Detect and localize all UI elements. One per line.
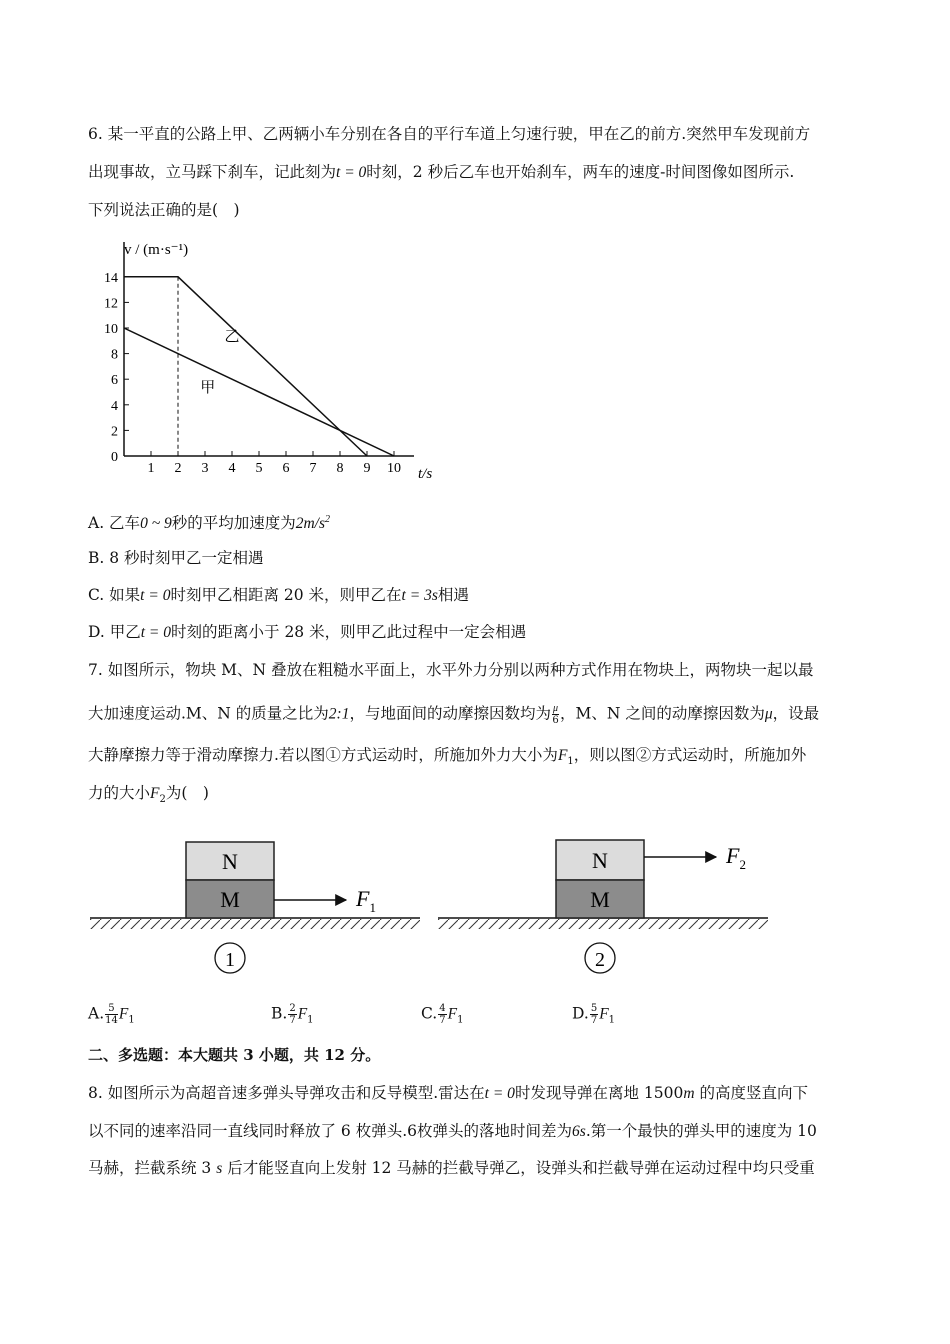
- mu-over-6-fraction: $\frac{\mu}{6}$: [552, 703, 559, 726]
- q8-line3: 马赫，拦截系统 3 s 后才能竖直向上发射 12 马赫的拦截导弹乙，设弹头和拦截导弹在运动过程中均只受重: [88, 1159, 815, 1177]
- q7-line3: 大静摩擦力等于滑动摩擦力.若以图①方式运动时，所施加外力大小为$F_1$，则以图②方式运动时，所施加外: [88, 746, 807, 768]
- q6-option-c[interactable]: C. 如果t = 0时刻甲乙相距离 20 米，则甲乙在t = 3s相遇: [88, 586, 469, 604]
- q6-option-b[interactable]: B. 8 秒时刻甲乙一定相遇: [88, 549, 264, 567]
- chart-ylabel: v / (m·s⁻¹): [124, 242, 189, 258]
- q6-line1: 6. 某一平直的公路上甲、乙两辆小车分别在各自的平行车道上匀速行驶，甲在乙的前方.突然甲车发现前方: [88, 125, 811, 143]
- q7-option-c[interactable]: C. $\frac{4}{7}$ $F_1$: [421, 1003, 464, 1026]
- series-label-2: 甲: [200, 380, 216, 396]
- q6-line3: 下列说法正确的是( ): [88, 201, 240, 219]
- x-tick-label: 10: [387, 461, 401, 476]
- q8-line1: 8. 如图所示为高超音速多弹头导弹攻击和反导模型.雷达在t = 0时发现导弹在离地 1500m 的高度竖直向下: [88, 1084, 808, 1102]
- x-tick-label: 2: [174, 461, 182, 476]
- x-tick-label: 5: [255, 461, 263, 476]
- q7-line1: 7. 如图所示，物块 M、N 叠放在粗糙水平面上，水平外力分别以两种方式作用在物块上，两物块一起以最: [88, 661, 814, 679]
- q6-option-d[interactable]: D. 甲乙t = 0时刻的距离小于 28 米，则甲乙此过程中一定会相遇: [88, 623, 527, 641]
- q6-line2: 出现事故，立马踩下刹车，记此刻为t = 0时刻，2 秒后乙车也开始刹车，两车的速度-时间图像如图所示.: [88, 163, 795, 181]
- y-tick-label: 6: [111, 373, 118, 389]
- q7-option-b[interactable]: B. $\frac{2}{7}$ $F_1$: [271, 1003, 314, 1026]
- y-tick-label: 0: [111, 450, 118, 465]
- block-diagram-2: [438, 830, 768, 980]
- x-tick-label: 6: [282, 461, 290, 476]
- x-tick-label: 4: [228, 461, 236, 476]
- y-tick-label: 2: [111, 424, 118, 440]
- chart-xlabel: t/s: [418, 466, 433, 482]
- svg-text:1: 1: [225, 949, 235, 971]
- y-tick-label: 4: [111, 398, 118, 414]
- force-label-f2: $F_2$: [726, 843, 746, 872]
- block-diagram-1: [90, 830, 420, 980]
- x-tick-label: 8: [336, 461, 344, 476]
- y-tick-label: 12: [104, 296, 118, 312]
- x-tick-label: 3: [201, 461, 209, 476]
- vt-chart: [88, 232, 448, 492]
- x-tick-label: 7: [309, 461, 317, 476]
- block-n-label: N: [222, 849, 238, 874]
- section-heading: 二、多选题：本大题共 3 小题，共 12 分。: [88, 1046, 381, 1064]
- force-label-f1: $F_1$: [356, 886, 376, 915]
- block-n-label: N: [592, 848, 608, 873]
- block-m-label: M: [590, 887, 610, 912]
- q6-option-a[interactable]: A. 乙车0 ~ 9秒的平均加速度为$2m/s^2$: [88, 514, 331, 533]
- y-tick-label: 14: [104, 270, 118, 286]
- y-tick-label: 10: [104, 322, 118, 337]
- q7-option-a[interactable]: A. $\frac{5}{14}$ $F_1$: [88, 1003, 135, 1026]
- block-m-label: M: [220, 887, 240, 912]
- y-tick-label: 8: [111, 347, 118, 363]
- x-tick-label: 9: [363, 461, 371, 476]
- series-label-1: 乙: [224, 328, 240, 345]
- q7-line4: 力的大小$F_2$为( ): [88, 784, 209, 806]
- q7-option-d[interactable]: D. $\frac{5}{7}$ $F_1$: [572, 1003, 616, 1026]
- svg-text:2: 2: [595, 949, 605, 971]
- x-tick-label: 1: [147, 461, 155, 476]
- q7-line2: 大加速度运动.M、N 的质量之比为2:1，与地面间的动摩擦因数均为 $\frac{\mu}{6}$ ，M、N 之间的动摩擦因数为μ，设最: [88, 703, 820, 726]
- q8-line2: 以不同的速率沿同一直线同时释放了 6 枚弹头.6枚弹头的落地时间差为6s.第一个最快的弹头甲的速度为 10: [88, 1122, 817, 1140]
